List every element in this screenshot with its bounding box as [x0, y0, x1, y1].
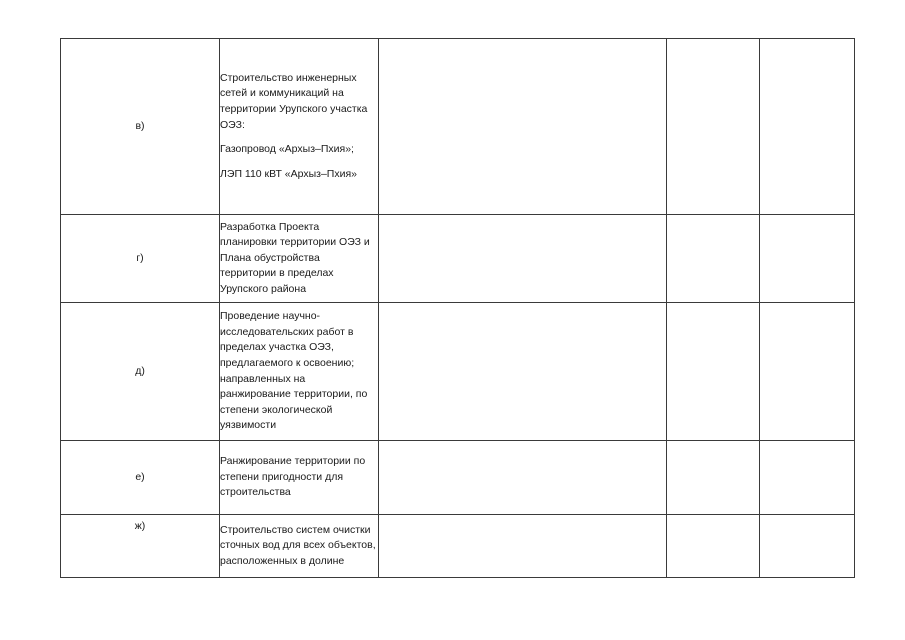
- empty-cell: [667, 39, 760, 215]
- row-label: в): [61, 39, 220, 215]
- table-row: [61, 215, 855, 303]
- description-paragraph: Строительство систем очистки сточных вод для всех объектов, расположенных в долине: [220, 523, 376, 567]
- empty-cell: [667, 441, 760, 515]
- row-description: [220, 303, 379, 441]
- empty-cell: [379, 515, 667, 578]
- empty-cell: [379, 441, 667, 515]
- document-table: [60, 38, 855, 578]
- empty-cell: [667, 515, 760, 578]
- table-row: [61, 39, 855, 215]
- empty-cell: [667, 303, 760, 441]
- table-row: [61, 303, 855, 441]
- empty-cell: [760, 441, 855, 515]
- table-row: [61, 441, 855, 515]
- empty-cell: [379, 39, 667, 215]
- empty-cell: [760, 39, 855, 215]
- row-label: д): [61, 303, 220, 441]
- row-label: г): [61, 215, 220, 303]
- empty-cell: [667, 215, 760, 303]
- description-paragraph: ЛЭП 110 кВТ «Архыз–Пхия»: [220, 167, 357, 180]
- description-paragraph: Проведение научно-исследовательских работ в пределах участка ОЭЗ, предлагаемого к освоению; направленных на ранжирование территории, по степени экологической уязвимости: [220, 310, 368, 432]
- empty-cell: [760, 515, 855, 578]
- empty-cell: [760, 303, 855, 441]
- row-label: е): [61, 441, 220, 515]
- row-label: ж): [61, 515, 220, 578]
- table-row: [61, 515, 855, 578]
- empty-cell: [379, 303, 667, 441]
- empty-cell: [760, 215, 855, 303]
- empty-cell: [379, 215, 667, 303]
- row-description: [220, 515, 379, 578]
- row-description: [220, 39, 379, 215]
- description-paragraph: Строительство инженерных сетей и коммуникаций на территории Урупского участка ОЭЗ:: [220, 71, 368, 131]
- row-description: [220, 441, 379, 515]
- description-paragraph: Ранжирование территории по степени пригодности для строительства: [220, 455, 366, 499]
- description-paragraph: Разработка Проекта планировки территории ОЭЗ и Плана обустройства территории в пределах Урупского района: [220, 220, 370, 295]
- description-paragraph: Газопровод «Архыз–Пхия»;: [220, 143, 354, 156]
- row-description: [220, 215, 379, 303]
